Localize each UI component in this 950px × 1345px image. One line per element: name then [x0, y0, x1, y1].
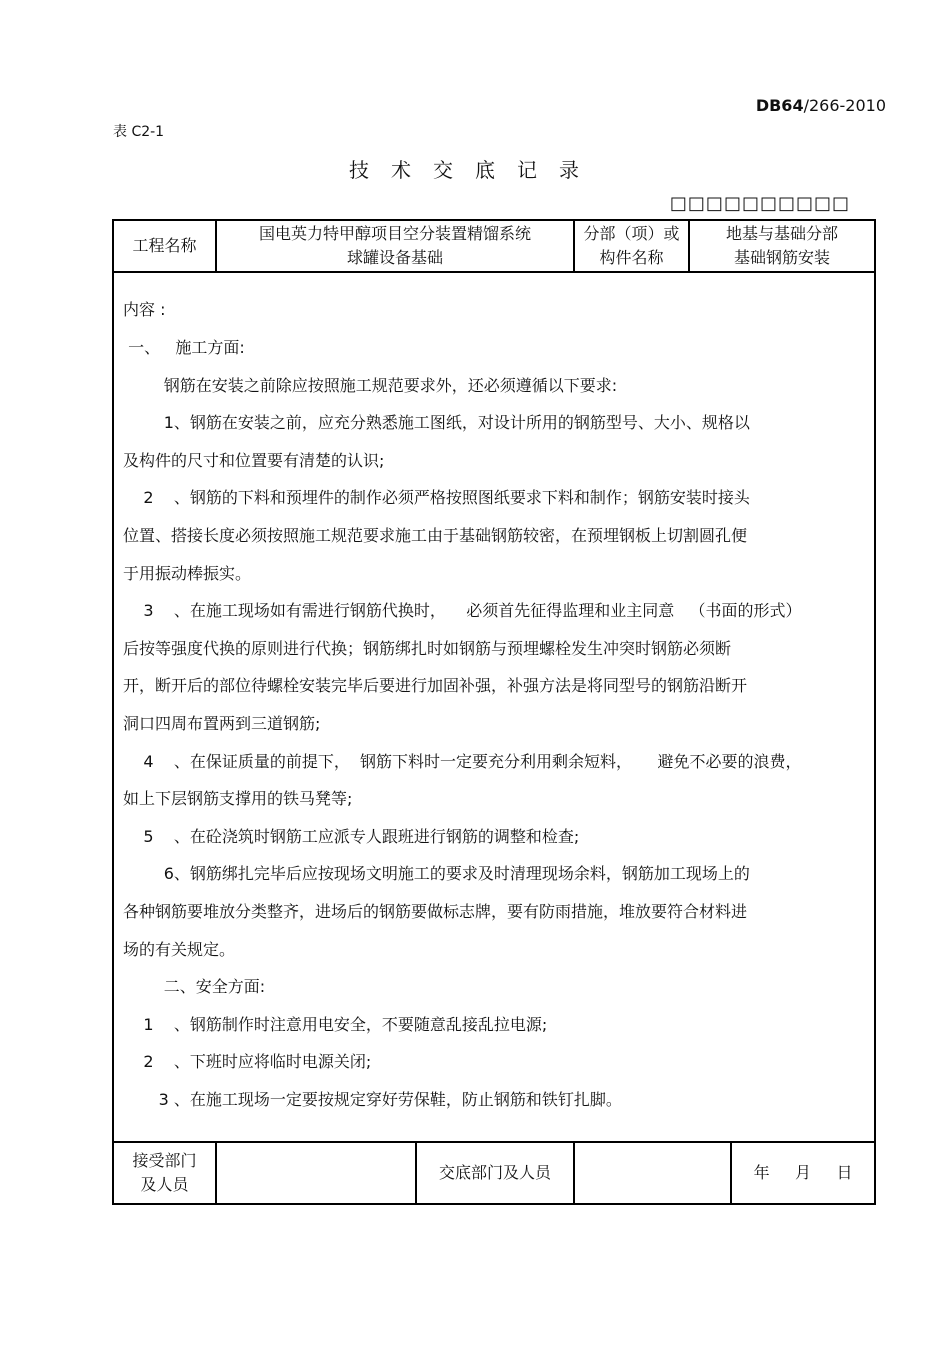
standard-code-prefix: DB64 — [755, 96, 804, 115]
content-line: 位置、搭接长度必须按照施工规范要求施工由于基础钢筋较密，在预埋钢板上切割圆孔便 — [123, 526, 748, 545]
content-cell — [113, 272, 875, 1142]
content-line: 3 、在施工现场一定要按规定穿好劳保鞋，防止钢筋和铁钉扎脚。 — [123, 1090, 622, 1109]
project-name-line-2: 球罐设备基础 — [347, 248, 444, 267]
standard-code-suffix: /266-2010 — [803, 96, 886, 115]
content-line: 5 、在砼浇筑时钢筋工应派专人跟班进行钢筋的调整和检查; — [123, 826, 580, 846]
standard-code — [756, 96, 886, 115]
form-code: 表 C2-1 — [113, 124, 165, 140]
date-month: 月 — [795, 1163, 812, 1182]
content-line: 于用振动棒振实。 — [123, 563, 252, 583]
content-line: 一、 施工方面: — [123, 338, 245, 357]
receiver-value-cell — [216, 1142, 416, 1204]
part-value-line-2: 基础钢筋安装 — [734, 248, 831, 267]
content-line: 开，断开后的部位待螺栓安装完毕后要进行加固补强，补强方法是将同型号的钢筋沿断开 — [123, 676, 748, 696]
part-label-line-1: 分部（项）或 — [583, 224, 680, 243]
date-day: 日 — [836, 1163, 853, 1182]
content-line: 如上下层钢筋支撑用的铁马凳等; — [123, 789, 353, 809]
content-line: 6、钢筋绑扎完毕后应按现场文明施工的要求及时清理现场余料，钢筋加工现场上的 — [123, 864, 750, 884]
issuer-value-cell — [574, 1142, 731, 1204]
content-line: 场的有关规定。 — [123, 939, 236, 959]
project-name-line-1: 国电英力特甲醇项目空分装置精馏系统 — [259, 224, 532, 243]
part-label-line-2: 构件名称 — [599, 248, 664, 267]
issuer-label: 交底部门及人员 — [416, 1142, 574, 1204]
content-line: 各种钢筋要堆放分类整齐，进场后的钢筋要做标志牌，要有防雨措施，堆放要符合材料进 — [123, 902, 748, 921]
record-table — [112, 219, 876, 1205]
content-line: 后按等强度代换的原则进行代换；钢筋绑扎时如钢筋与预埋螺栓发生冲突时钢筋必须断 — [123, 638, 732, 658]
content-line: 1、钢筋在安装之前，应充分熟悉施工图纸，对设计所用的钢筋型号、大小、规格以 — [123, 413, 750, 433]
project-name-label: 工程名称 — [113, 220, 216, 272]
content-heading: 内容 : — [123, 300, 166, 319]
content-line: 1 、钢筋制作时注意用电安全，不要随意乱接乱拉电源; — [123, 1014, 548, 1034]
content-line: 3 、在施工现场如有需进行钢筋代换时， 必须首先征得监理和业主同意 （书面的形式） — [123, 601, 802, 621]
part-value-line-1: 地基与基础分部 — [726, 224, 839, 243]
content-line: 洞口四周布置两到三道钢筋; — [123, 714, 321, 733]
document-number-boxes: □□□□□□□□□□ — [669, 193, 850, 214]
part-value-cell — [689, 220, 875, 272]
receiver-label-line-2: 及人员 — [140, 1175, 189, 1194]
content-line: 钢筋在安装之前除应按照施工规范要求外，还必须遵循以下要求: — [123, 375, 618, 395]
content-line: 4 、在保证质量的前提下， 钢筋下料时一定要充分利用剩余短料， 避免不必要的浪费， — [123, 751, 802, 771]
document-title: 技术交底记录 — [349, 158, 601, 182]
date-cell — [731, 1142, 875, 1204]
content-line: 2 、钢筋的下料和预埋件的制作必须严格按照图纸要求下料和制作；钢筋安装时接头 — [123, 488, 750, 508]
content-line: 二、安全方面: — [123, 977, 266, 997]
content-row — [113, 272, 875, 1142]
part-label-cell — [574, 220, 689, 272]
signature-row — [113, 1142, 875, 1204]
receiver-label-cell — [113, 1142, 216, 1204]
content-line: 2 、下班时应将临时电源关闭; — [123, 1052, 372, 1072]
info-row — [113, 220, 875, 272]
receiver-label-line-1: 接受部门 — [132, 1151, 197, 1170]
project-name-cell — [216, 220, 574, 272]
content-line: 及构件的尺寸和位置要有清楚的认识; — [123, 450, 385, 470]
date-year: 年 — [753, 1163, 770, 1182]
